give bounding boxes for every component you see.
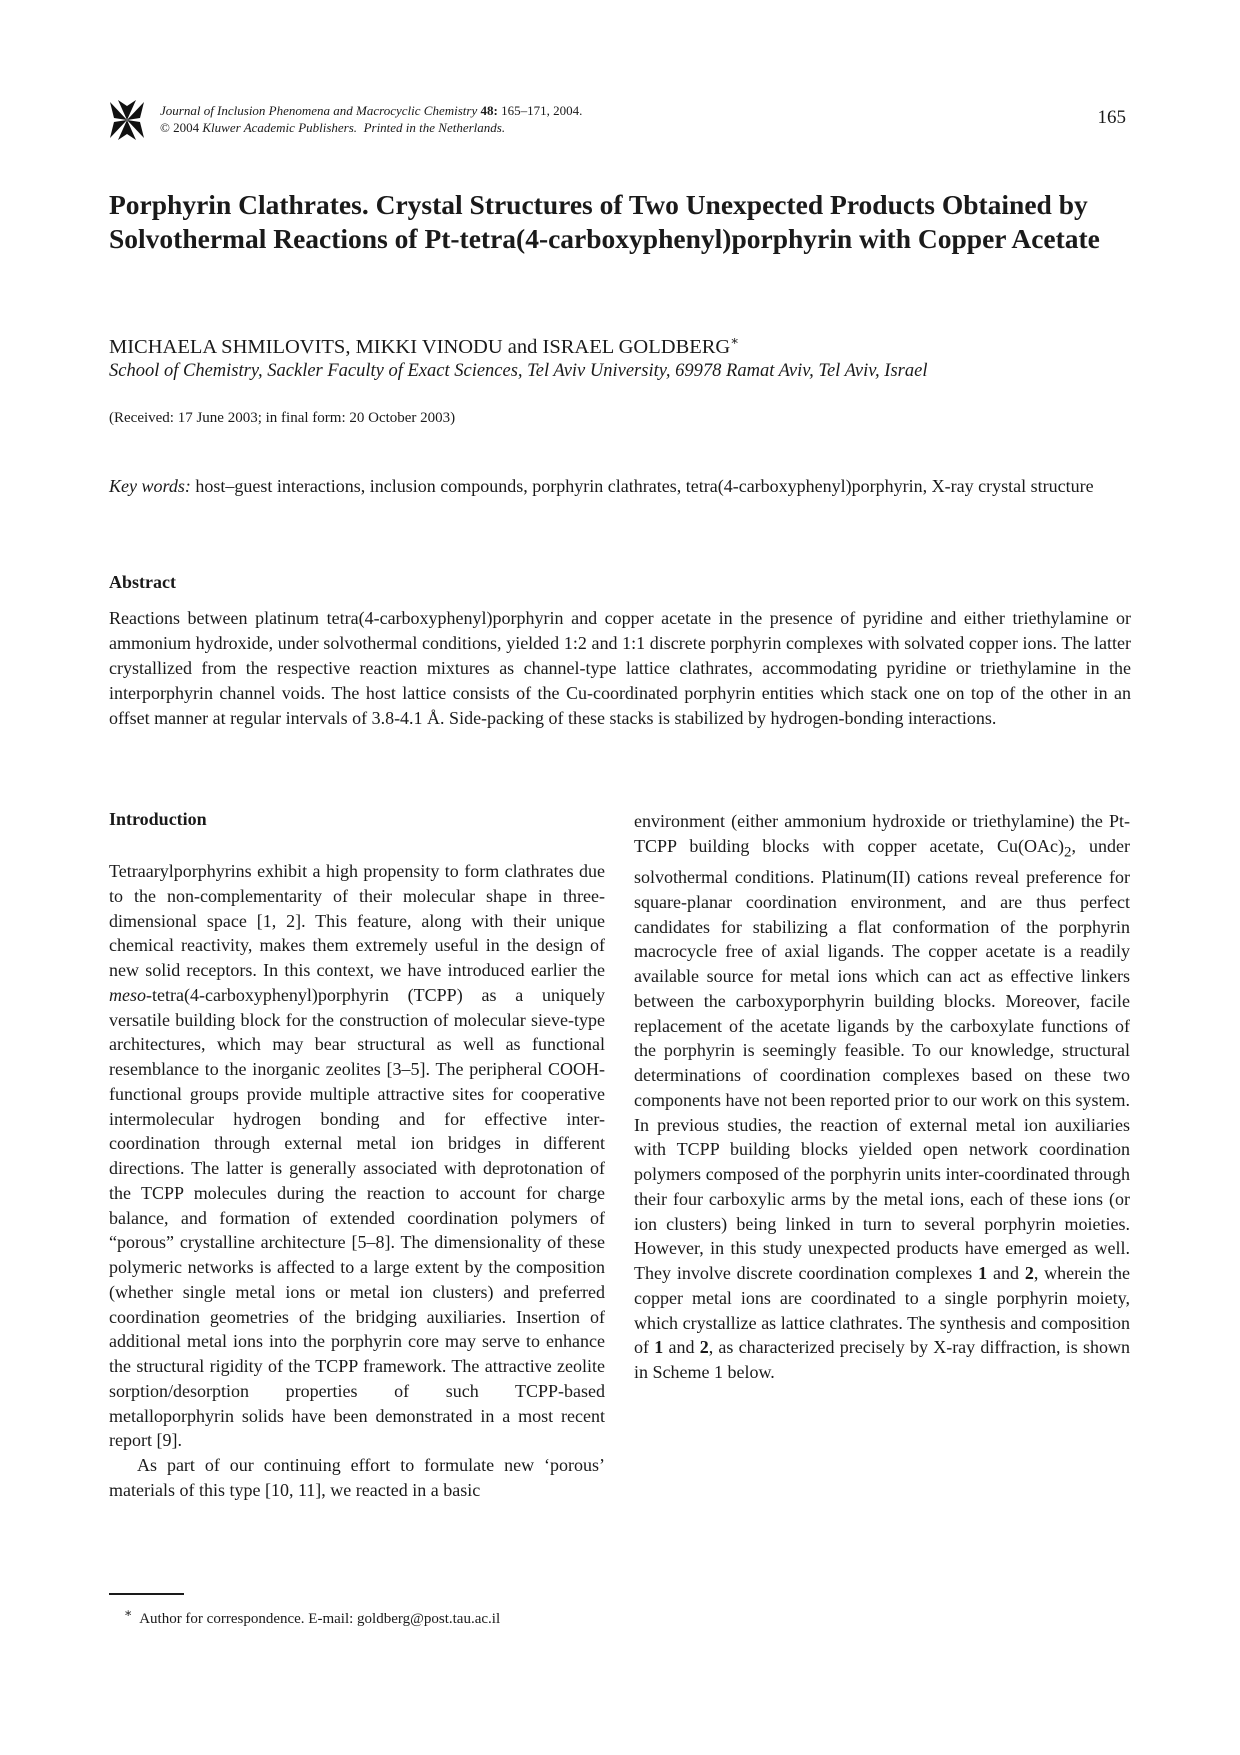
intro-p2-text-b: , under solvothermal conditions. Platinum(II) cations reveal preference for square-planar coordination environment, and are thus perfect candidates for stabilizing a flat conformation of the porphyrin macrocycle free of axial ligands. The copper acetate is a readily available source for metal ions which can act as effective linkers between the carboxyporphyrin building blocks. Moreover, facile replacement of the acetate ligands by the carboxylate functions of the porphyrin is seemingly feasible. To our knowledge, structural determinations of coordination complexes based on these two components have not been reported prior to our work on this system. In previous studies, the reaction of external metal ion auxiliaries with TCPP building blocks yielded open network coordination polymers composed of the porphyrin units inter-coordinated through their four carboxylic arms by the metal ions, each of these ions (or ion clusters) being linked in turn to several porphyrin moieties. However, in this study unexpected products have emerged as well. They involve discrete coordination complexes [634, 835, 1131, 1284]
paper-title: Porphyrin Clathrates. Crystal Structures of Two Unexpected Products Obtained by Solvothermal Reactions of Pt-tetra(4-carboxyphenyl)porphyrin with Copper Acetate [109, 189, 1100, 254]
printed-note: Printed in the Netherlands. [363, 120, 506, 135]
intro-p2-text-a: environment (either ammonium hydroxide or triethylamine) the Pt-TCPP building blocks with copper acetate, Cu(OAc) [634, 811, 1130, 856]
journal-volume: 48: [480, 103, 498, 118]
affiliation: School of Chemistry, Sackler Faculty of Exact Sciences, Tel Aviv University, 69978 Ramat Aviv, Tel Aviv, Israel [109, 361, 928, 381]
compound-2-ref: 2 [699, 1337, 709, 1358]
author-list [109, 333, 739, 359]
intro-p2-text-f: , as characterized precisely by X-ray diffraction, is shown in Scheme 1 below. [634, 1337, 1130, 1383]
right-column [634, 809, 1130, 1385]
formula-subscript: 2 [1063, 844, 1072, 861]
keywords-label: Key words: [109, 476, 191, 496]
introduction-heading: Introduction [109, 809, 207, 829]
intro-paragraph-1 [109, 859, 605, 1453]
footnote-mark: ∗ [124, 1606, 133, 1620]
intro-p1-text-b: -tetra(4-carboxyphenyl)porphyrin (TCPP) as a uniquely versatile building block for the construction of molecular sieve-type architectures, which may bear structural as well as functional resemblance to the inorganic zeolites [3–5]. The peripheral COOH-functional groups provide multiple attractive sites for cooperative intermolecular hydrogen bonding and for effective inter-coordination through external metal ion bridges in different directions. The latter is generally associated with deprotonation of the TCPP molecules during the reaction to account for charge balance, and formation of extended coordination polymers of “porous” crystalline architecture [5–8]. The dimensionality of these polymeric networks is affected to a large extent by the composition (whether single metal ions or metal ion clusters) and preferred coordination geometries of the bridging auxiliaries. Insertion of additional metal ions into the porphyrin core may serve to enhance the structural rigidity of the TCPP framework. The attractive zeolite sorption/desorption properties of such TCPP-based metalloporphyrin solids have been demonstrated in a most recent report [9]. [109, 984, 605, 1451]
publisher-logo-icon [108, 98, 146, 142]
footnote-rule [109, 1593, 184, 1595]
footnote [124, 1605, 500, 1628]
page-number: 165 [1097, 107, 1126, 128]
keywords [109, 474, 1131, 499]
corresponding-author-mark: ∗ [730, 333, 740, 348]
footnote-text: Author for correspondence. E-mail: goldberg@post.tau.ac.il [139, 1611, 501, 1627]
intro-p1-meso: meso [109, 984, 146, 1005]
compound-1: 1 [978, 1263, 988, 1284]
compound-1-ref: 1 [654, 1337, 664, 1358]
intro-p2-text-d: , wherein the copper metal ions are coordinated to a single porphyrin moiety, which crystallize as lattice clathrates. The synthesis and composition of [634, 1263, 1130, 1358]
compound-2: 2 [1024, 1263, 1034, 1284]
abstract-heading: Abstract [109, 572, 176, 592]
copyright: © 2004 [160, 120, 200, 135]
author-names: MICHAELA SHMILOVITS, MIKKI VINODU and ISRAEL GOLDBERG [109, 335, 731, 358]
intro-paragraph-2-start: As part of our continuing effort to formulate new ‘porous’ materials of this type [10, 11], we reacted in a basic [109, 1455, 605, 1500]
intro-p2-text-e: and [663, 1337, 700, 1358]
left-column [109, 859, 605, 1503]
journal-name: Journal of Inclusion Phenomena and Macrocyclic Chemistry [160, 103, 478, 118]
intro-p2-text-c: and [987, 1263, 1025, 1284]
keywords-text: host–guest interactions, inclusion compounds, porphyrin clathrates, tetra(4-carboxyphenyl)porphyrin, X-ray crystal structure [195, 476, 1094, 496]
journal-citation [160, 102, 582, 136]
publisher-name: Kluwer Academic Publishers. [202, 120, 358, 135]
intro-paragraph-2-continued [634, 809, 1130, 1385]
received-dates: (Received: 17 June 2003; in final form: 20 October 2003) [109, 410, 456, 426]
abstract-text: Reactions between platinum tetra(4-carboxyphenyl)porphyrin and copper acetate in the presence of pyridine and either triethylamine or ammonium hydroxide, under solvothermal conditions, yielded 1:2 and 1:1 discrete porphyrin complexes with solvated copper ions. The latter crystallized from the respective reaction mixtures as channel-type lattice clathrates, accommodating pyridine or triethylamine in the interporphyrin channel voids. The host lattice consists of the Cu-coordinated porphyrin entities which stack one on top of the other in an offset manner at regular intervals of 3.8-4.1 Å. Side-packing of these stacks is stabilized by hydrogen-bonding interactions. [109, 608, 1131, 728]
journal-pages: 165–171, 2004. [501, 103, 583, 118]
intro-p1-text-a: Tetraarylporphyrins exhibit a high propensity to form clathrates due to the non-complementarity of their molecular shape in three-dimensional space [1, 2]. This feature, along with their unique chemical reactivity, makes them extremely useful in the design of new solid receptors. In this context, we have introduced earlier the [109, 861, 605, 980]
